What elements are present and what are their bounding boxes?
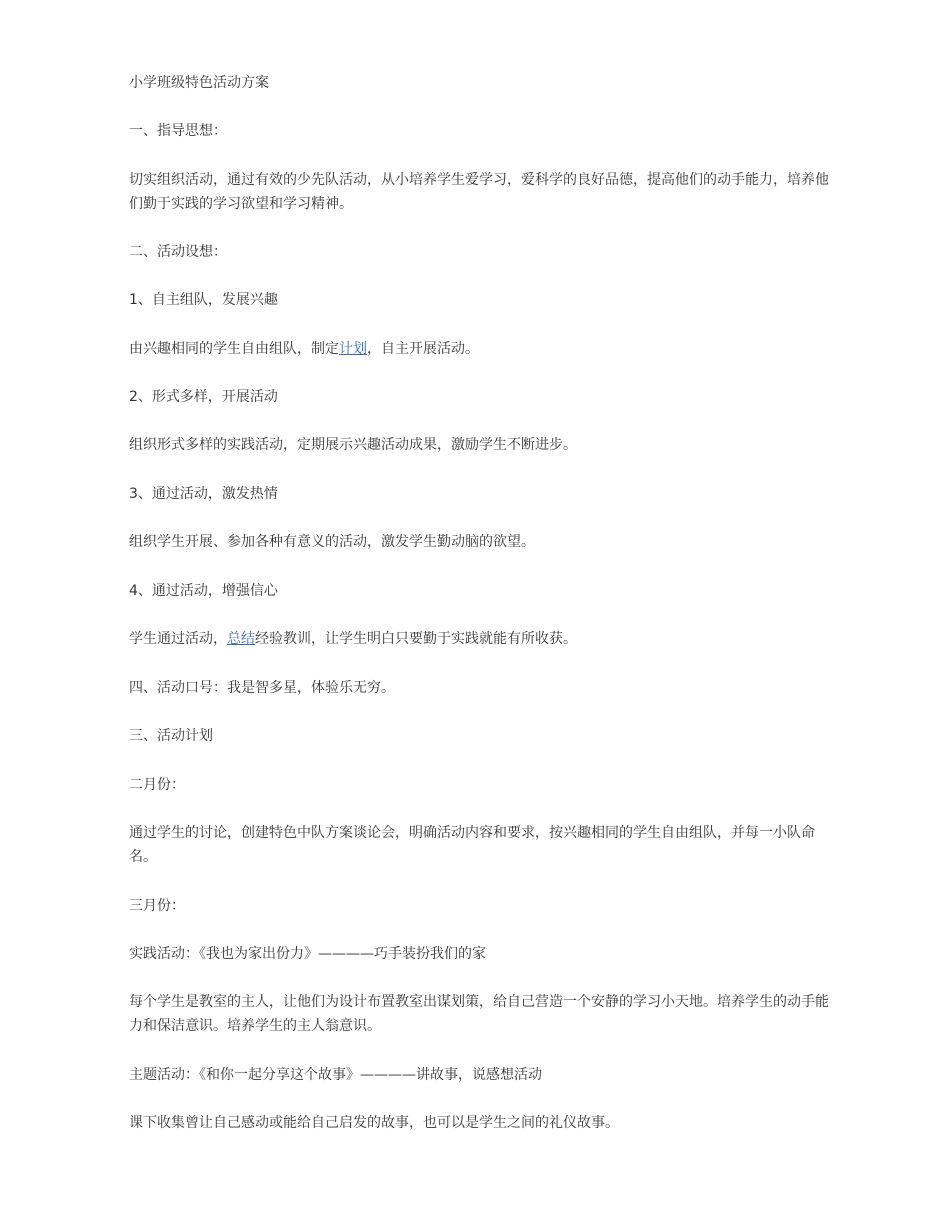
item2-text: 、形式多样，开展活动	[137, 389, 278, 405]
item3-heading	[129, 482, 829, 506]
item4-number: 4	[129, 583, 138, 599]
item1-body	[129, 337, 829, 361]
february-heading: 二月份：	[129, 777, 185, 793]
item1-body-before: 由兴趣相同的学生自由组队，制定	[129, 341, 339, 357]
item2-number: 2	[129, 389, 138, 405]
item1-body-after: ，自主开展活动。	[367, 341, 479, 357]
plan-link[interactable]: 计划	[339, 341, 367, 357]
item1-number: 1	[129, 292, 138, 308]
item4-body-before: 学生通过活动，	[129, 631, 227, 647]
section1-heading: 一、指导思想：	[129, 123, 227, 139]
item2-body: 组织形式多样的实践活动，定期展示兴趣活动成果，激励学生不断进步。	[129, 437, 577, 453]
item2-heading	[129, 385, 829, 409]
item4-body-after: 经验教训，让学生明白只要勤于实践就能有所收获。	[255, 631, 577, 647]
item4-heading	[129, 579, 829, 603]
item3-number: 3	[129, 486, 138, 502]
summary-link[interactable]: 总结	[227, 631, 255, 647]
item1-heading	[129, 288, 829, 312]
section1-body: 切实组织活动，通过有效的少先队活动，从小培养学生爱学习，爱科学的良好品德，提高他们的动手能力，培养他们勤于实践的学习欲望和学习精神。	[129, 172, 829, 212]
section2-heading: 二、活动设想：	[129, 244, 227, 260]
document-title: 小学班级特色活动方案	[129, 75, 269, 91]
item3-body: 组织学生开展、参加各种有意义的活动，激发学生勤动脑的欲望。	[129, 534, 535, 550]
item3-text: 、通过活动，激发热情	[137, 486, 278, 502]
item4-text: 、通过活动，增强信心	[137, 583, 278, 599]
practice-activity-body: 每个学生是教室的主人，让他们为设计布置教室出谋划策，给自己营造一个安静的学习小天地。培养学生的动手能力和保洁意识。培养学生的主人翁意识。	[129, 994, 829, 1034]
theme-activity-body: 课下收集曾让自己感动或能给自己启发的故事，也可以是学生之间的礼仪故事。	[129, 1115, 619, 1131]
february-body: 通过学生的讨论，创建特色中队方案谈论会，明确活动内容和要求，按兴趣相同的学生自由组队，并每一小队命名。	[129, 825, 815, 865]
theme-activity-title: 主题活动：《和你一起分享这个故事》————讲故事，说感想活动	[129, 1067, 542, 1083]
slogan-line: 四、活动口号：我是智多星，体验乐无穷。	[129, 680, 395, 696]
section3-heading: 三、活动计划	[129, 728, 213, 744]
item4-body	[129, 627, 829, 651]
item1-text: 、自主组队，发展兴趣	[137, 292, 278, 308]
march-heading: 三月份：	[129, 898, 185, 914]
practice-activity-title: 实践活动：《我也为家出份力》————巧手装扮我们的家	[129, 946, 486, 962]
